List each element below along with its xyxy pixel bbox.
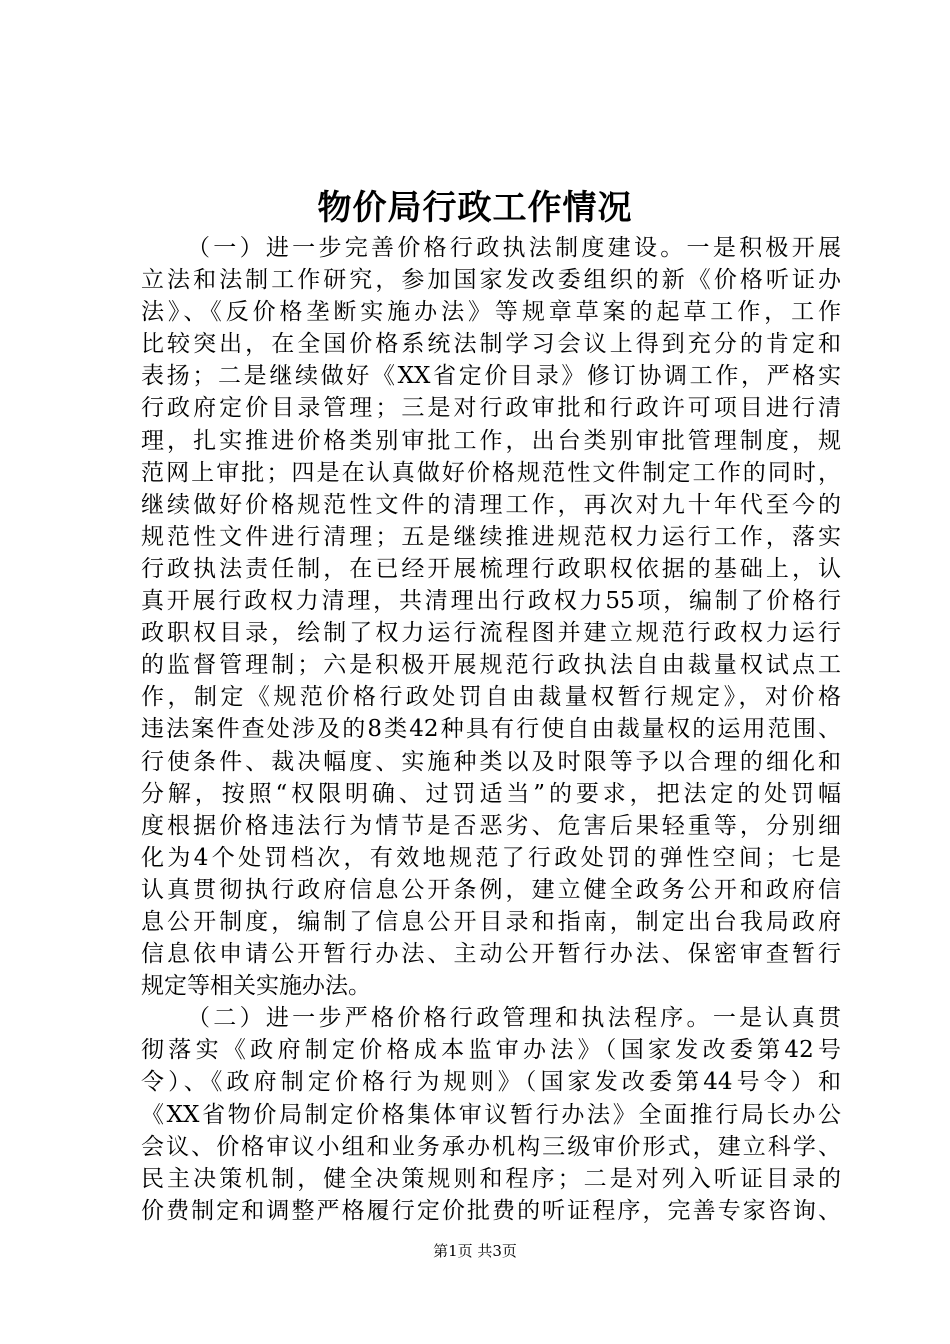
- paragraph-1-line: 理，扎实推进价格类别审批工作，出台类别审批管理制度，规: [141, 427, 841, 454]
- paragraph-2-line: 《XX省物价局制定价格集体审议暂行办法》全面推行局长办公: [141, 1101, 841, 1128]
- paragraph-1-line: 认真贯彻执行政府信息公开条例，建立健全政务公开和政府信: [141, 876, 841, 903]
- page-footer: 第1页 共3页: [433, 1242, 517, 1260]
- paragraph-1-line: 行政执法责任制，在已经开展梳理行政职权依据的基础上，认: [141, 555, 841, 582]
- paragraph-1-line: （一）进一步完善价格行政执法制度建设。一是积极开展: [187, 235, 841, 261]
- document-title: 物价局行政工作情况: [317, 188, 633, 228]
- paragraph-1-line: 法》、《反价格垄断实施办法》等规章草案的起草工作，工作: [141, 299, 841, 326]
- paragraph-2-line: 令）、《政府制定价格行为规则》（国家发改委第44号令）和: [141, 1069, 841, 1096]
- paragraph-2-line: 彻落实《政府制定价格成本监审办法》（国家发改委第42号: [141, 1037, 841, 1064]
- paragraph-1-line: 范网上审批；四是在认真做好价格规范性文件制定工作的同时，: [141, 459, 841, 486]
- paragraph-1-line: 规定等相关实施办法。: [141, 973, 371, 1000]
- paragraph-1-line: 信息依申请公开暂行办法、主动公开暂行办法、保密审查暂行: [141, 941, 841, 968]
- paragraph-1-line: 继续做好价格规范性文件的清理工作，再次对九十年代至今的: [141, 491, 841, 518]
- paragraph-1-line: 度根据价格违法行为情节是否恶劣、危害后果轻重等，分别细: [141, 812, 841, 839]
- paragraph-1-line: 比较突出，在全国价格系统法制学习会议上得到充分的肯定和: [141, 331, 841, 358]
- paragraph-1-line: 作，制定《规范价格行政处罚自由裁量权暂行规定》，对价格: [141, 684, 841, 711]
- paragraph-2-line: 价费制定和调整严格履行定价批费的听证程序，完善专家咨询、: [141, 1197, 841, 1224]
- paragraph-2-line: 民主决策机制，健全决策规则和程序；二是对列入听证目录的: [141, 1165, 841, 1192]
- paragraph-1-line: 表扬；二是继续做好《XX省定价目录》修订协调工作，严格实: [141, 363, 841, 390]
- paragraph-1-line: 化为4个处罚档次，有效地规范了行政处罚的弹性空间；七是: [141, 844, 841, 871]
- paragraph-2-line: 会议、价格审议小组和业务承办机构三级审价形式，建立科学、: [141, 1133, 841, 1160]
- paragraph-2-line: （二）进一步严格价格行政管理和执法程序。一是认真贯: [187, 1005, 841, 1032]
- paragraph-1-line: 的监督管理制；六是积极开展规范行政执法自由裁量权试点工: [141, 652, 841, 679]
- paragraph-1-line: 政职权目录，绘制了权力运行流程图并建立规范行政权力运行: [141, 620, 841, 647]
- paragraph-1-line: 立法和法制工作研究，参加国家发改委组织的新《价格听证办: [141, 267, 841, 294]
- paragraph-1-line: 行使条件、裁决幅度、实施种类以及时限等予以合理的细化和: [141, 748, 841, 775]
- paragraph-1-line: 分解，按照“权限明确、过罚适当”的要求，把法定的处罚幅: [141, 780, 841, 807]
- paragraph-1-line: 规范性文件进行清理；五是继续推进规范权力运行工作，落实: [141, 523, 841, 550]
- paragraph-1-line: 真开展行政权力清理，共清理出行政权力55项，编制了价格行: [141, 588, 841, 615]
- paragraph-1-line: 行政府定价目录管理；三是对行政审批和行政许可项目进行清: [141, 395, 841, 422]
- paragraph-1-line: 息公开制度，编制了信息公开目录和指南，制定出台我局政府: [141, 908, 841, 935]
- document-body: [141, 232, 841, 1227]
- paragraph-1-line: 违法案件查处涉及的8类42种具有行使自由裁量权的运用范围、: [141, 716, 841, 743]
